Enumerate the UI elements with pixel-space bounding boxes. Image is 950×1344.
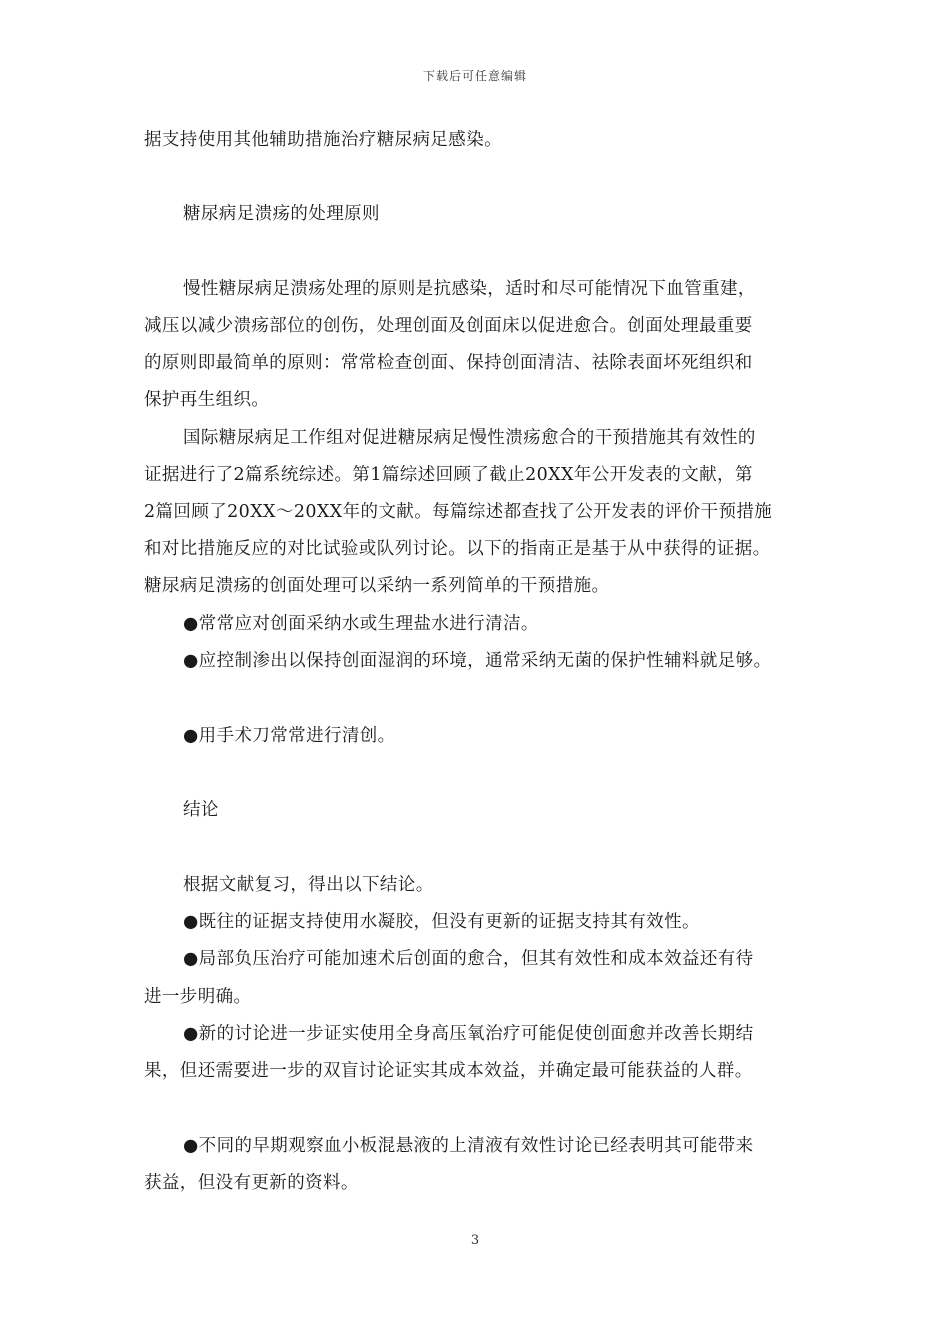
paragraph-line: 果，但还需要进一步的双盲讨论证实其成本效益，并确定最可能获益的人群。 — [144, 1061, 753, 1081]
paragraph-line: 的原则即最简单的原则：常常检查创面、保持创面清洁、祛除表面坏死组织和 — [144, 353, 753, 373]
paragraph-line: 2篇回顾了20XX～20XX年的文献。每篇综述都查找了公开发表的评价干预措施 — [144, 502, 773, 522]
paragraph-line: 获益，但没有更新的资料。 — [144, 1173, 359, 1193]
paragraph-line: 国际糖尿病足工作组对促进糖尿病足慢性溃疡愈合的干预措施其有效性的 — [183, 428, 756, 448]
bullet-item: ●不同的早期观察血小板混悬液的上清液有效性讨论已经表明其可能带来 — [183, 1136, 754, 1156]
paragraph-line: 据支持使用其他辅助措施治疗糖尿病足感染。 — [144, 130, 502, 150]
bullet-item: ●常常应对创面采纳水或生理盐水进行清洁。 — [183, 614, 539, 634]
paragraph-line: 减压以减少溃疡部位的创伤，处理创面及创面床以促进愈合。创面处理最重要 — [144, 316, 753, 336]
page-number: 3 — [470, 1233, 480, 1248]
paragraph-line: 慢性糖尿病足溃疡处理的原则是抗感染，适时和尽可能情况下血管重建， — [183, 279, 756, 299]
paragraph-line: 糖尿病足溃疡的创面处理可以采纳一系列简单的干预措施。 — [144, 576, 610, 596]
paragraph-line: 进一步明确。 — [144, 987, 252, 1007]
bullet-item: ●新的讨论进一步证实使用全身高压氧治疗可能促使创面愈并改善长期结 — [183, 1024, 754, 1044]
bullet-item: ●局部负压治疗可能加速术后创面的愈合，但其有效性和成本效益还有待 — [183, 949, 754, 969]
paragraph-line: 证据进行了2篇系统综述。第1篇综述回顾了截止20XX年公开发表的文献，第 — [144, 465, 753, 485]
bullet-item: ●用手术刀常常进行清创。 — [183, 726, 396, 746]
paragraph-line: 保护再生组织。 — [144, 390, 270, 410]
paragraph-line: 根据文献复习，得出以下结论。 — [183, 875, 434, 895]
section-heading: 糖尿病足溃疡的处理原则 — [183, 204, 380, 224]
page-header: 下载后可任意编辑 — [422, 69, 527, 83]
bullet-item: ●应控制渗出以保持创面湿润的环境，通常采纳无菌的保护性辅料就足够。 — [183, 651, 772, 671]
paragraph-line: 和对比措施反应的对比试验或队列讨论。以下的指南正是基于从中获得的证据。 — [144, 539, 771, 559]
bullet-item: ●既往的证据支持使用水凝胶，但没有更新的证据支持其有效性。 — [183, 912, 700, 932]
section-heading: 结论 — [183, 800, 219, 820]
